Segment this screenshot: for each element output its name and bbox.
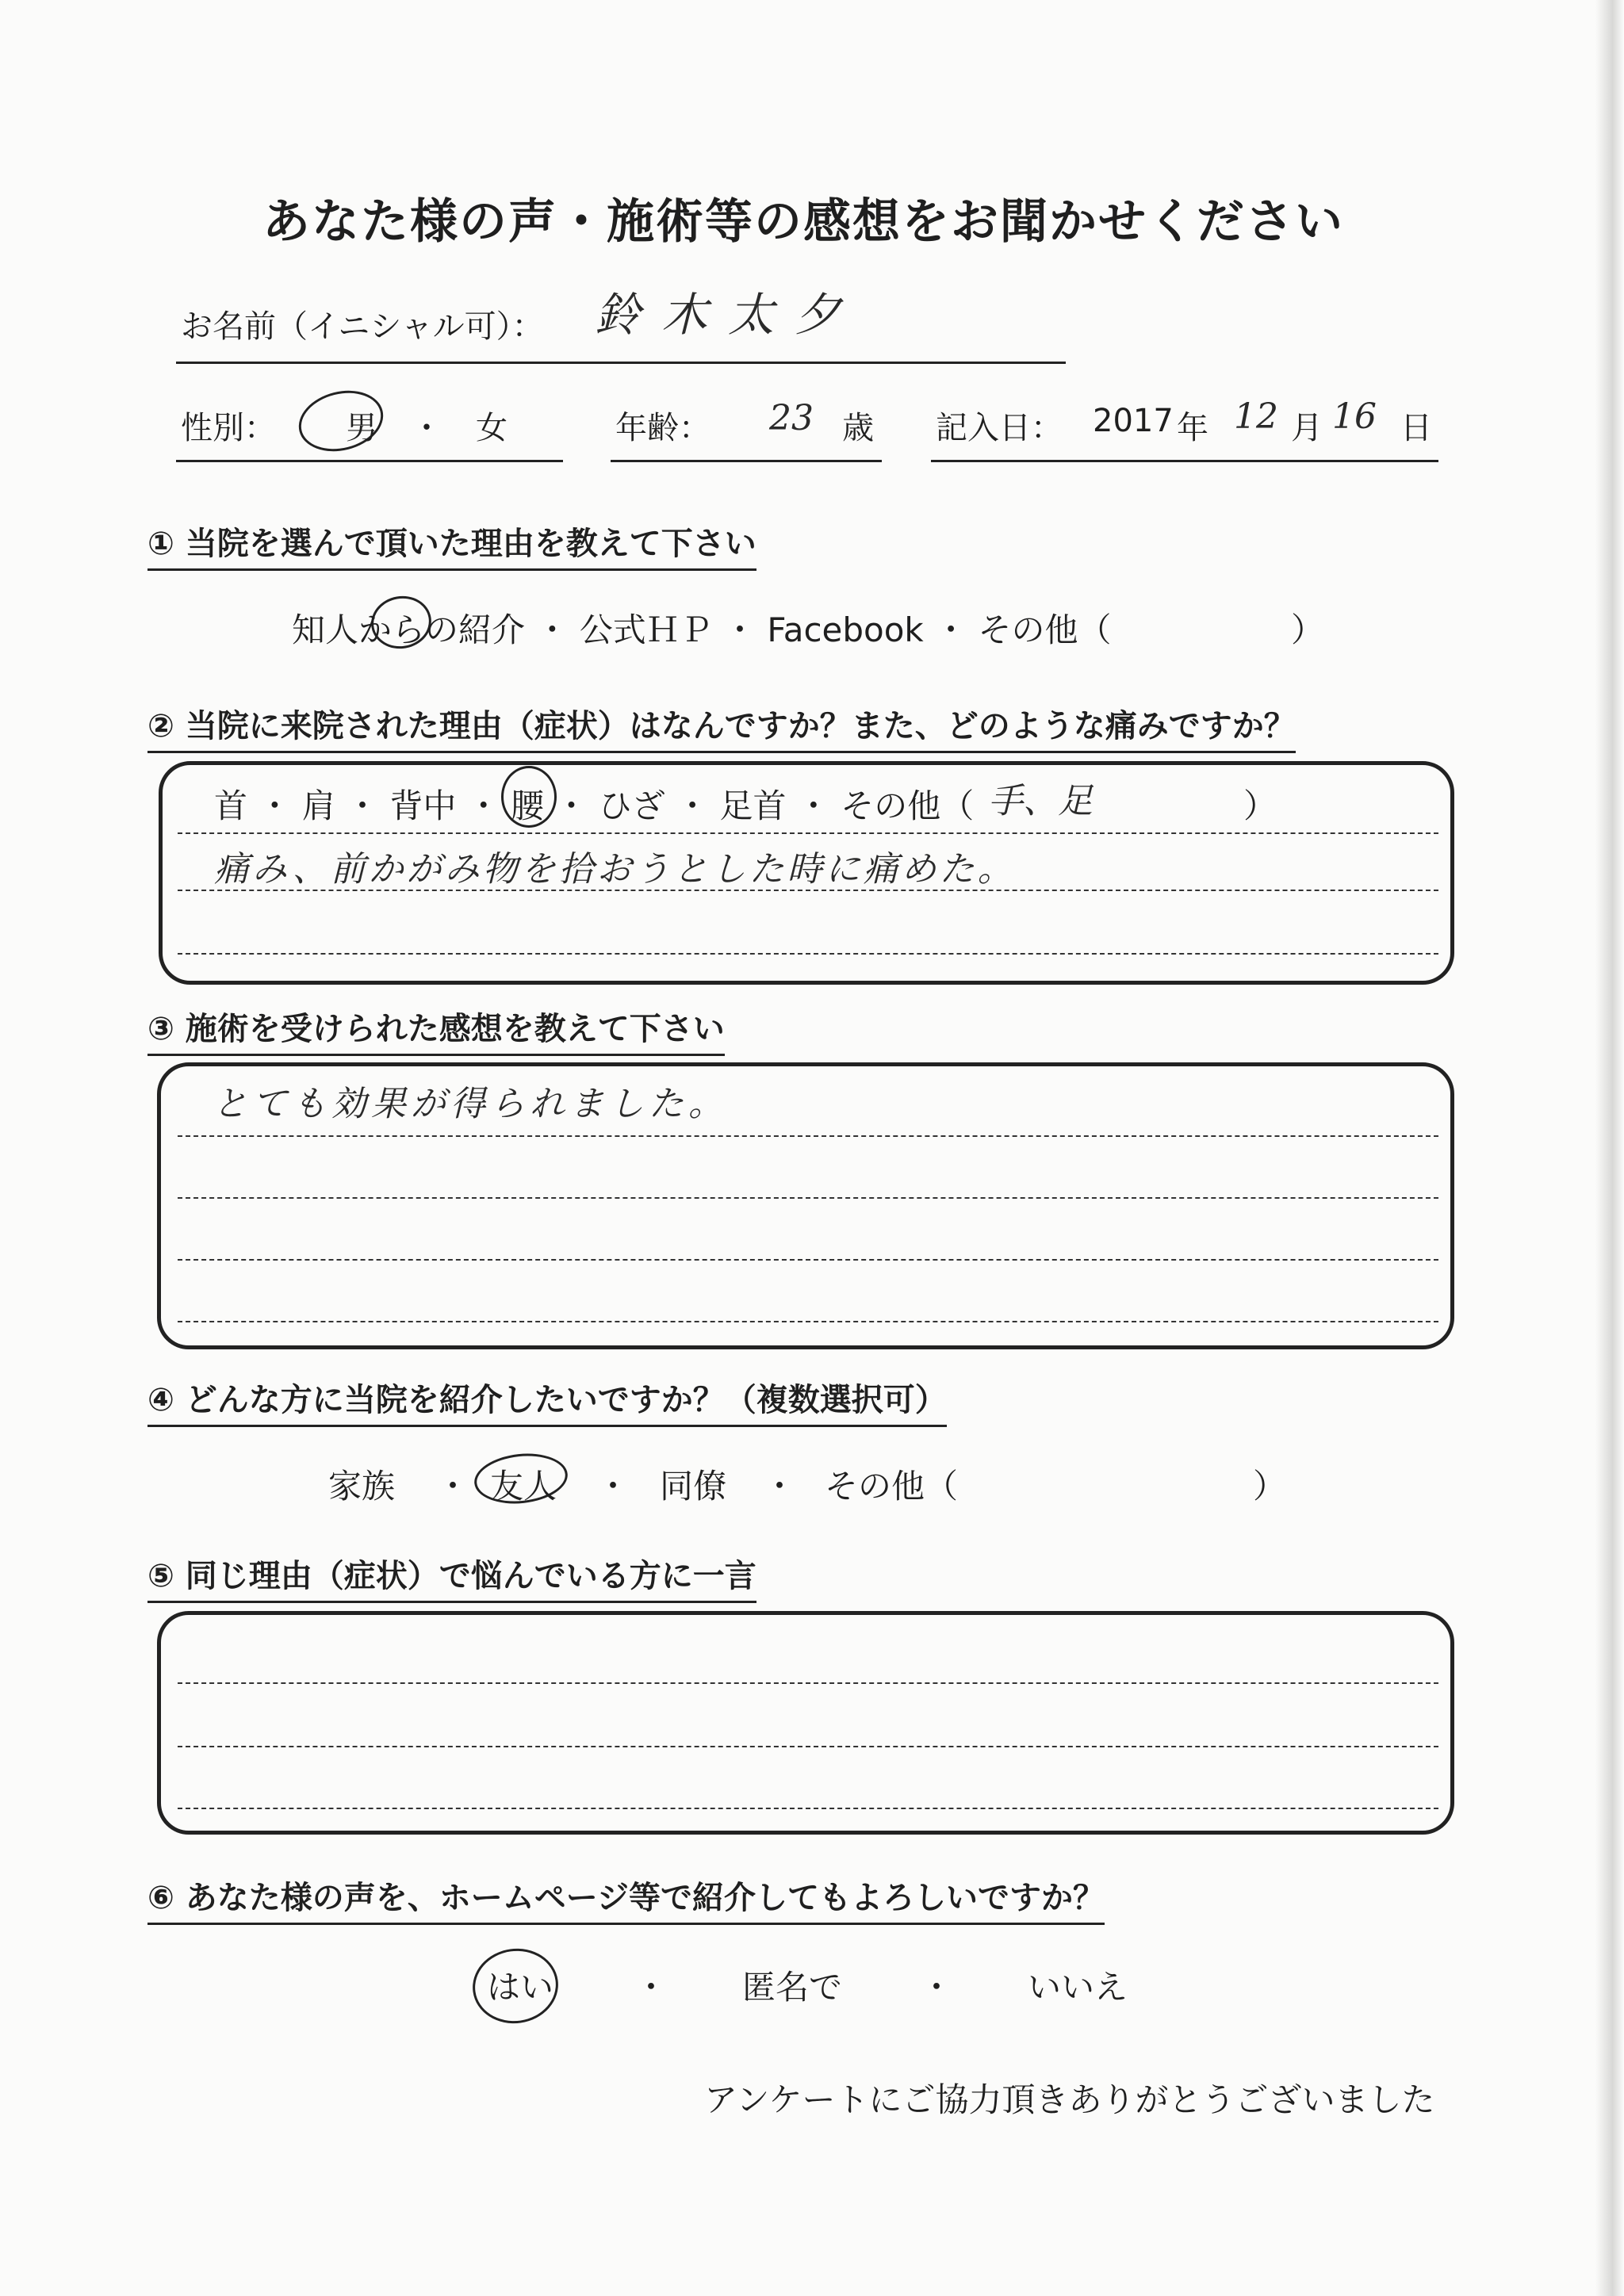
q1-close-paren: ） (1291, 610, 1325, 649)
date-month: 12 (1234, 396, 1278, 437)
q3-ruled-line (178, 1197, 1438, 1199)
gender-option-male[interactable]: 男 (346, 410, 377, 446)
q4-option-coworker[interactable]: 同僚 (660, 1467, 727, 1506)
name-underline (176, 362, 1066, 364)
q3-ruled-line (178, 1135, 1438, 1137)
gender-separator: ・ (411, 410, 442, 446)
age-underline (611, 460, 882, 462)
q2-ruled-line (178, 953, 1438, 955)
date-year-unit: 年 (1177, 410, 1208, 446)
q4-option-other[interactable]: その他（ (825, 1467, 959, 1506)
q5-ruled-line (178, 1682, 1438, 1684)
age-value: 23 (769, 398, 814, 438)
name-label: お名前（イニシャル可）： (181, 308, 544, 345)
q1-options[interactable]: 知人からの紹介 ・ 公式ＨＰ ・ Facebook ・ その他（ (292, 610, 1112, 649)
scan-edge-shadow (1595, 0, 1624, 2296)
q5-ruled-line (178, 1808, 1438, 1809)
question-6: ⑥ あなた様の声を、ホームページ等で紹介してもよろしいですか？ (147, 1873, 1105, 1925)
gender-underline (176, 460, 563, 462)
page-title: あなた様の声・施術等の感想をお聞かせください (262, 194, 1344, 250)
date-label: 記入日： (936, 410, 1063, 446)
q4-option-friend[interactable]: 友人 (490, 1467, 557, 1506)
date-underline (931, 460, 1438, 462)
q6-separator: ・ (920, 1968, 954, 2007)
q5-answer-box (157, 1611, 1454, 1835)
q3-answer-text: とても効果が得られました。 (213, 1084, 728, 1124)
name-value: 鈴木太夕 (595, 288, 862, 342)
question-3: ③ 施術を受けられた感想を教えて下さい (147, 1004, 725, 1056)
date-year: 2017 (1093, 403, 1174, 439)
date-day: 16 (1332, 396, 1377, 437)
question-2: ② 当院に来院された理由（症状）はなんですか？また、どのような痛みですか？ (147, 701, 1296, 753)
q4-separator: ・ (763, 1467, 797, 1506)
q2-ruled-line (178, 890, 1438, 891)
q2-close-paren: ） (1243, 786, 1277, 825)
q6-option-yes[interactable]: はい (487, 1968, 554, 2007)
q4-separator: ・ (436, 1467, 470, 1506)
footer-thanks: アンケートにご協力頂きありがとうございました (704, 2080, 1435, 2119)
q2-options[interactable]: 首 ・ 肩 ・ 背中 ・ 腰 ・ ひざ ・ 足首 ・ その他（ (214, 786, 975, 825)
q2-ruled-line (178, 832, 1438, 834)
q5-ruled-line (178, 1746, 1438, 1747)
gender-label: 性別： (181, 410, 276, 446)
q4-separator: ・ (596, 1467, 630, 1506)
gender-option-female[interactable]: 女 (476, 410, 508, 446)
q6-separator: ・ (634, 1968, 668, 2007)
q2-other-answer: 手、足 (988, 781, 1093, 821)
q6-option-no[interactable]: いいえ (1028, 1968, 1128, 2007)
question-1: ① 当院を選んで頂いた理由を教えて下さい (147, 519, 756, 571)
age-unit: 歳 (842, 410, 874, 446)
date-month-unit: 月 (1291, 410, 1323, 446)
q4-close-paren: ） (1253, 1467, 1287, 1506)
q6-option-anonymous[interactable]: 匿名で (742, 1968, 843, 2007)
q4-option-family[interactable]: 家族 (328, 1467, 396, 1506)
age-label: 年齢： (615, 410, 710, 446)
q3-ruled-line (178, 1321, 1438, 1322)
q2-answer-text: 痛み、前かがみ物を拾おうとした時に痛めた。 (214, 849, 1016, 890)
question-4: ④ どんな方に当院を紹介したいですか？（複数選択可） (147, 1375, 947, 1427)
question-5: ⑤ 同じ理由（症状）で悩んでいる方に一言 (147, 1551, 756, 1603)
q3-ruled-line (178, 1259, 1438, 1261)
date-day-unit: 日 (1400, 410, 1432, 446)
